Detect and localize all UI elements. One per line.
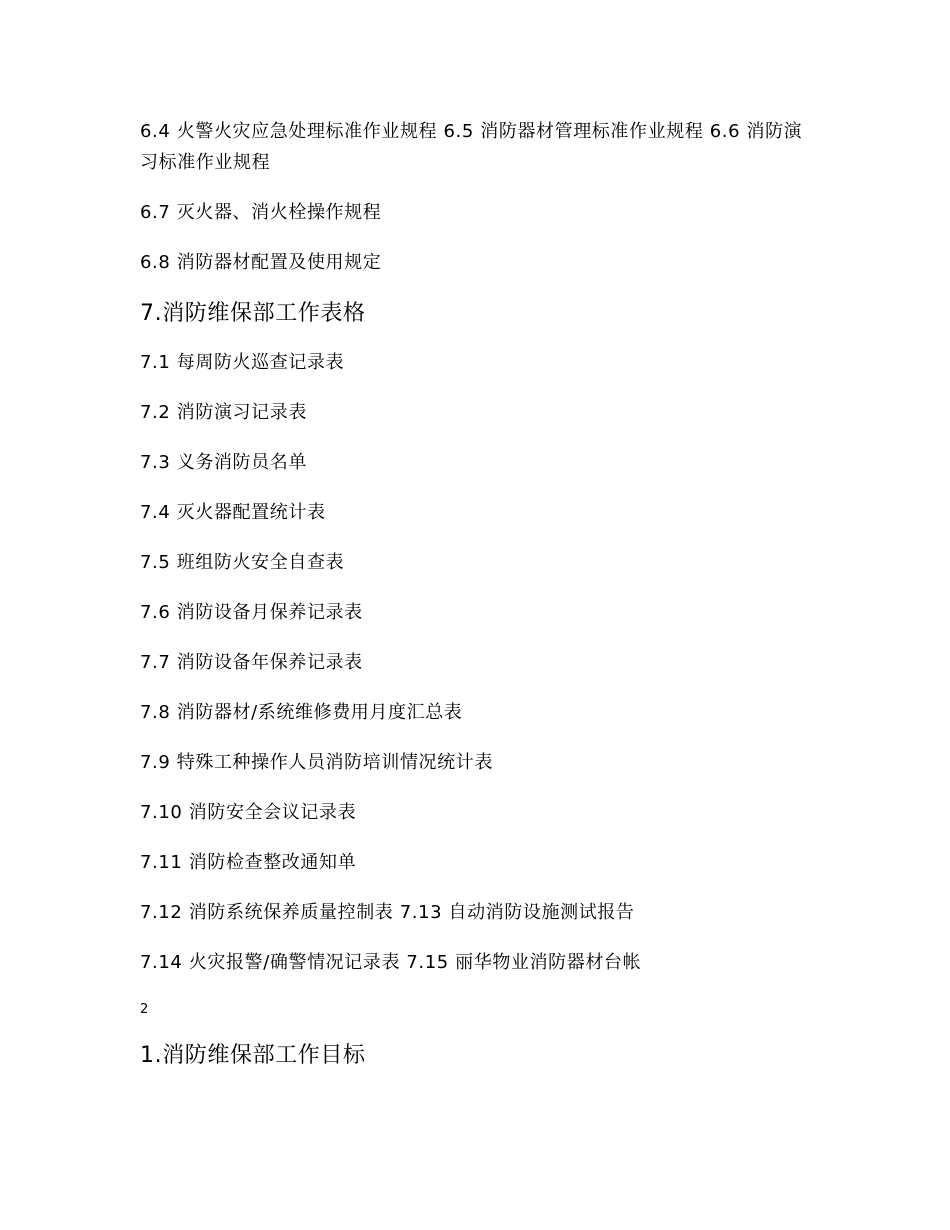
text-line-6-8: 6.8 消防器材配置及使用规定 [140,252,382,273]
list-item: 7.10 消防安全会议记录表 [140,802,357,823]
list-item: 7.5 班组防火安全自查表 [140,552,345,573]
list-item: 7.8 消防器材/系统维修费用月度汇总表 [140,702,463,723]
page-number: 2 [140,1002,149,1017]
text-line-6-4: 6.4 火警火灾应急处理标准作业规程 6.5 消防器材管理标准作业规程 6.6 消防演习标准作业规程 [140,121,803,173]
document-page [140,116,820,1072]
list-item: 7.14 火灾报警/确警情况记录表 7.15 丽华物业消防器材台帐 [140,952,642,973]
text-line-6-7: 6.7 灭火器、消火栓操作规程 [140,202,382,223]
section-7-heading: 7.消防维保部工作表格 [140,301,366,326]
list-item: 7.1 每周防火巡查记录表 [140,352,345,373]
list-item: 7.12 消防系统保养质量控制表 7.13 自动消防设施测试报告 [140,902,635,923]
list-item: 7.2 消防演习记录表 [140,402,307,423]
list-item: 7.7 消防设备年保养记录表 [140,652,363,673]
list-item: 7.3 义务消防员名单 [140,452,307,473]
list-item: 7.6 消防设备月保养记录表 [140,602,363,623]
list-item: 7.4 灭火器配置统计表 [140,502,326,523]
section-1-heading: 1.消防维保部工作目标 [140,1043,366,1068]
list-item: 7.9 特殊工种操作人员消防培训情况统计表 [140,752,493,773]
list-item: 7.11 消防检查整改通知单 [140,852,357,873]
